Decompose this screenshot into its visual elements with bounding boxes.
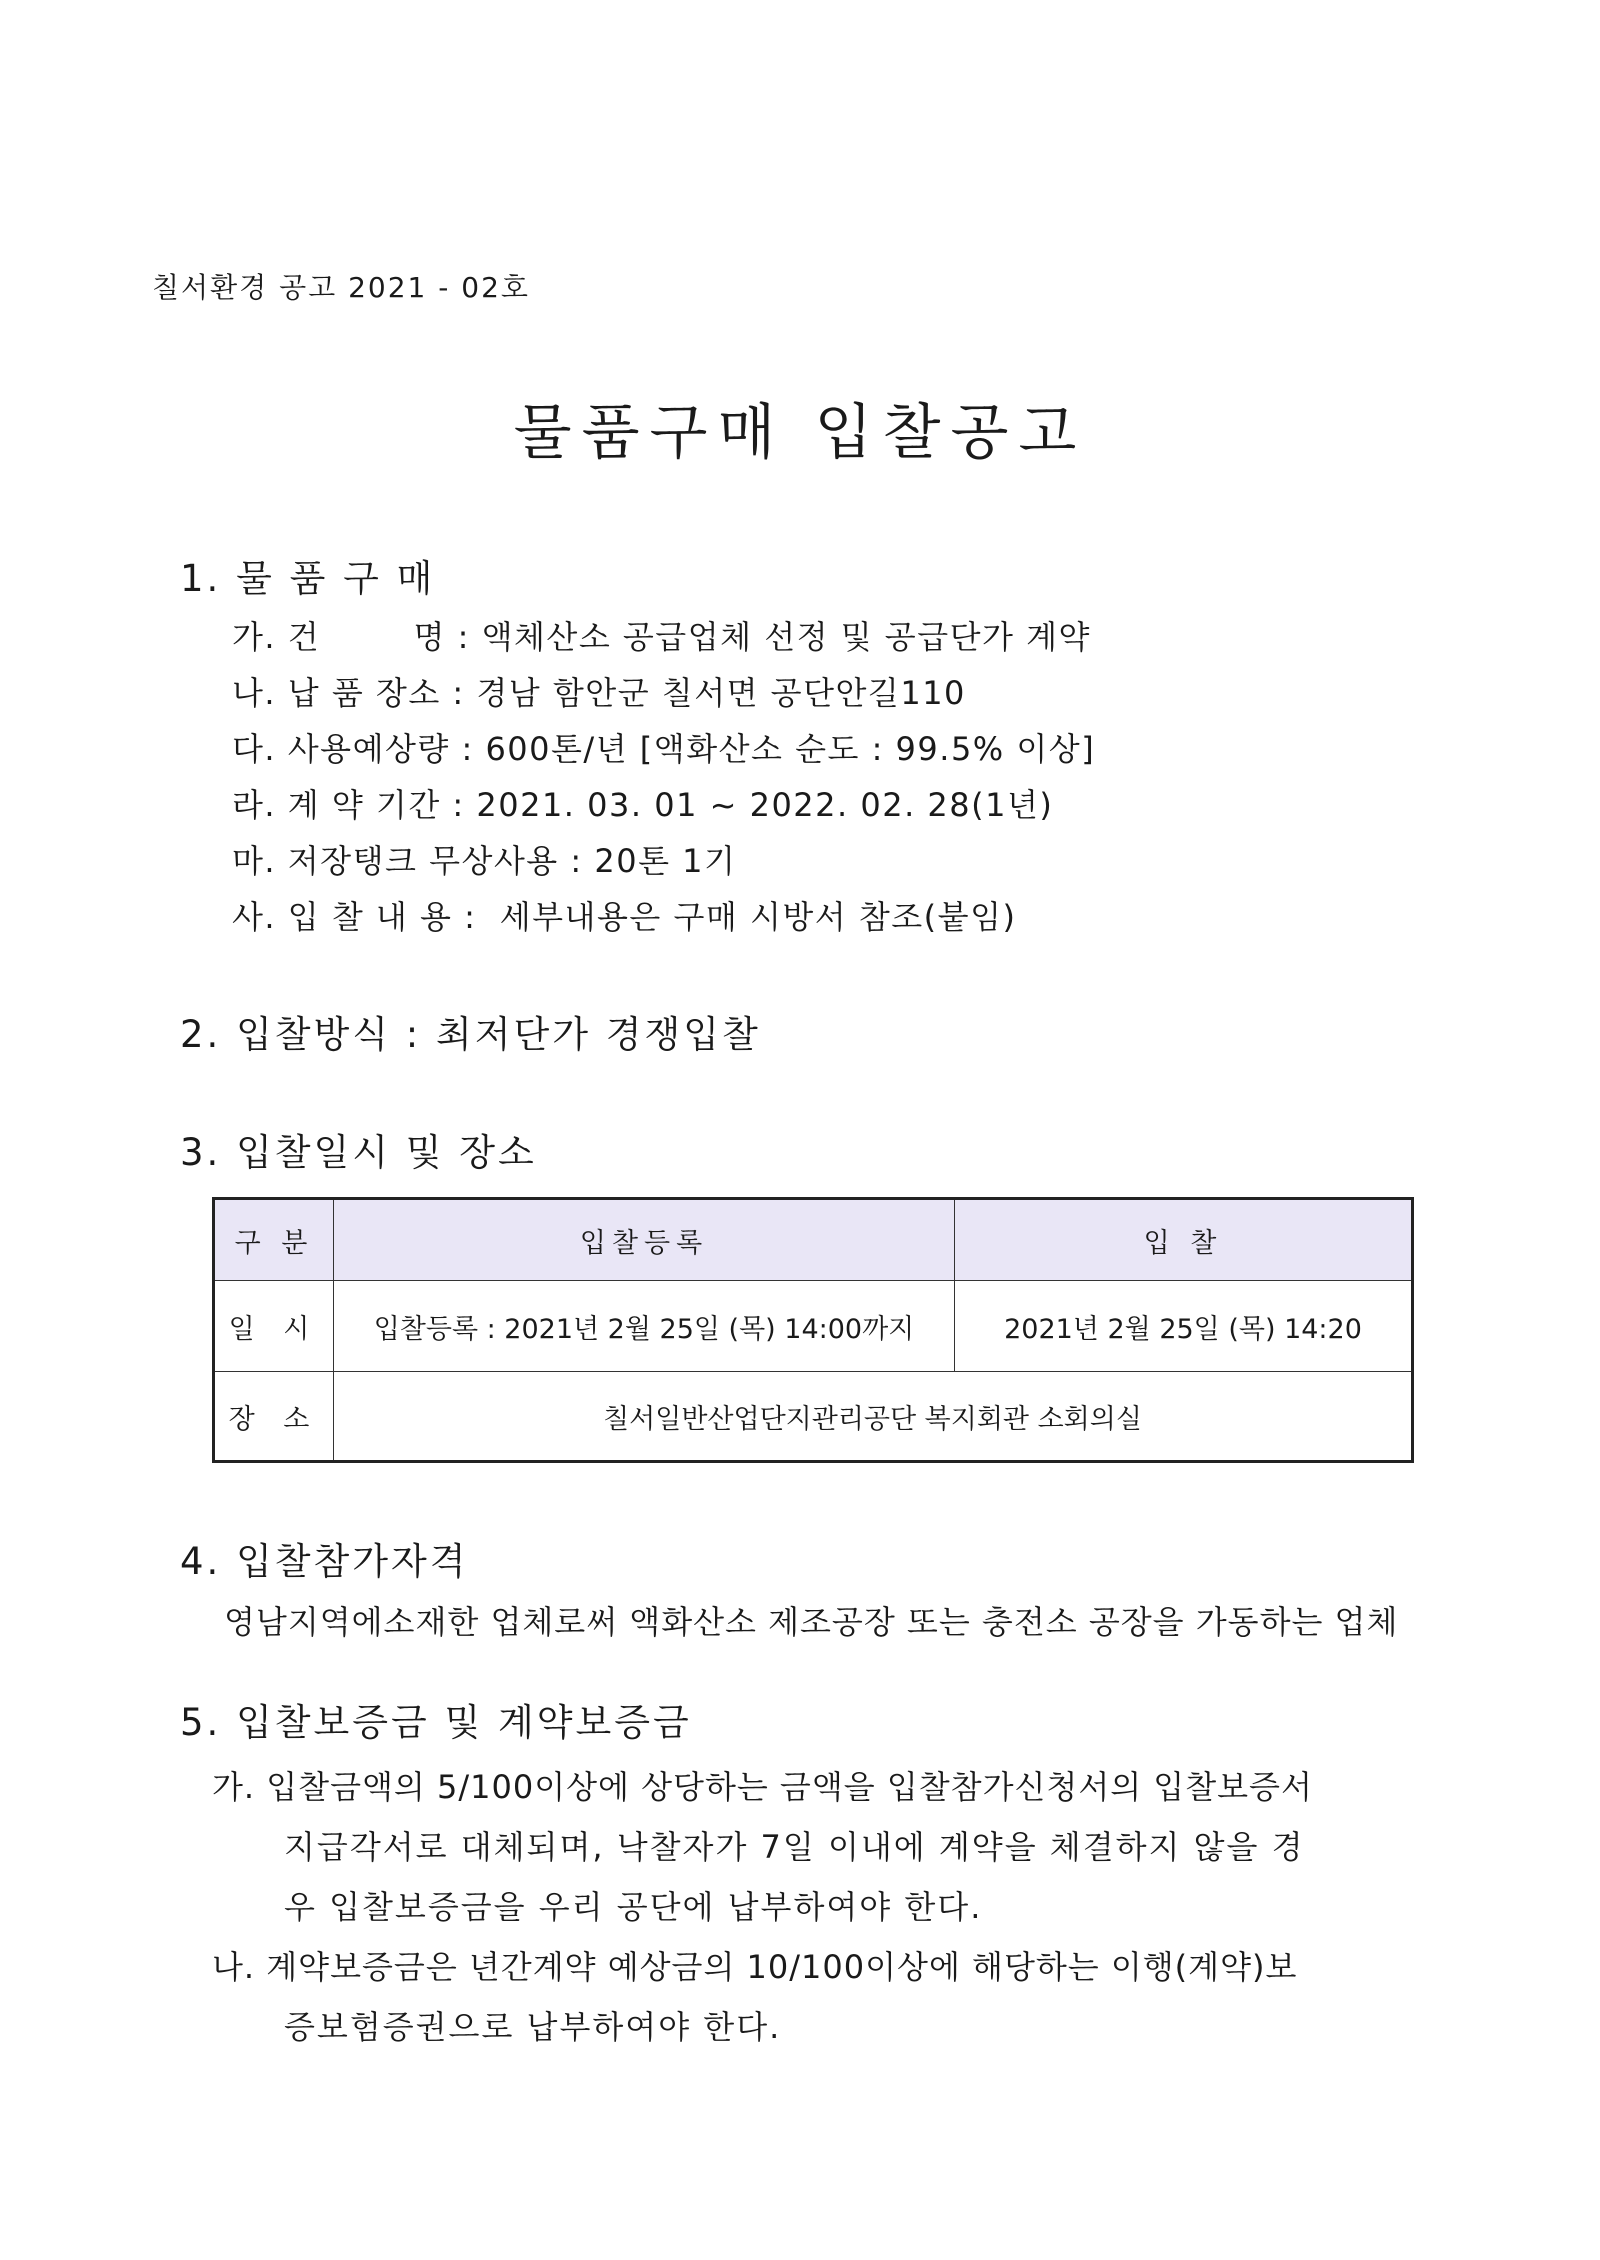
section-1-item-ma: 마. 저장탱크 무상사용 : 20톤 1기 bbox=[232, 842, 737, 880]
section-4-heading: 4. 입찰참가자격 bbox=[180, 1540, 469, 1583]
document-title: 물품구매 입찰공고 bbox=[513, 398, 1087, 468]
table-header-row bbox=[214, 1199, 1413, 1281]
section-5-item-ga-line1: 가. 입찰금액의 5/100이상에 상당하는 금액을 입찰참가신청서의 입찰보증서 bbox=[212, 1768, 1313, 1806]
section-1-item-da: 다. 사용예상량 : 600톤/년 [액화산소 순도 : 99.5% 이상] bbox=[232, 730, 1096, 768]
section-5-item-ga-line2: 지급각서로 대체되며, 낙찰자가 7일 이내에 계약을 체결하지 않을 경 bbox=[284, 1828, 1305, 1866]
section-2-heading: 2. 입찰방식 : 최저단가 경쟁입찰 bbox=[180, 1013, 761, 1056]
section-1-item-ga: 가. 건 명 : 액체산소 공급업체 선정 및 공급단가 계약 bbox=[232, 618, 1091, 656]
section-5-item-na-line2: 증보험증권으로 납부하여야 한다. bbox=[284, 2008, 782, 2046]
table-row-datetime bbox=[214, 1281, 1413, 1372]
section-1-item-ra: 라. 계 약 기간 : 2021. 03. 01 ~ 2022. 02. 28(1년) bbox=[232, 786, 1054, 824]
section-1-item-sa: 사. 입 찰 내 용 : 세부내용은 구매 시방서 참조(붙임) bbox=[232, 898, 1017, 936]
section-5-heading: 5. 입찰보증금 및 계약보증금 bbox=[180, 1701, 692, 1744]
section-4-text: 영남지역에소재한 업체로써 액화산소 제조공장 또는 충전소 공장을 가동하는 업체 bbox=[224, 1603, 1399, 1641]
header-category: 구 분 bbox=[214, 1199, 334, 1281]
section-5-item-ga-line3: 우 입찰보증금을 우리 공단에 납부하여야 한다. bbox=[284, 1888, 983, 1926]
bidding-datetime: 2021년 2월 25일 (목) 14:20 bbox=[955, 1281, 1413, 1372]
header-bidding: 입 찰 bbox=[955, 1199, 1413, 1281]
notice-number: 칠서환경 공고 2021 - 02호 bbox=[152, 271, 530, 304]
bid-schedule-table bbox=[212, 1197, 1414, 1463]
row-label-place: 장 소 bbox=[214, 1372, 334, 1462]
table-row-place bbox=[214, 1372, 1413, 1462]
registration-datetime: 입찰등록 : 2021년 2월 25일 (목) 14:00까지 bbox=[334, 1281, 955, 1372]
section-3-heading: 3. 입찰일시 및 장소 bbox=[180, 1131, 537, 1174]
section-5-item-na-line1: 나. 계약보증금은 년간계약 예상금의 10/100이상에 해당하는 이행(계약)보 bbox=[212, 1948, 1298, 1986]
section-1-item-na: 나. 납 품 장소 : 경남 함안군 칠서면 공단안길110 bbox=[232, 674, 966, 712]
row-label-datetime: 일 시 bbox=[214, 1281, 334, 1372]
header-registration: 입찰등록 bbox=[334, 1199, 955, 1281]
bid-place: 칠서일반산업단지관리공단 복지회관 소회의실 bbox=[334, 1372, 1413, 1462]
section-1-heading: 1. 물 품 구 매 bbox=[180, 557, 436, 600]
